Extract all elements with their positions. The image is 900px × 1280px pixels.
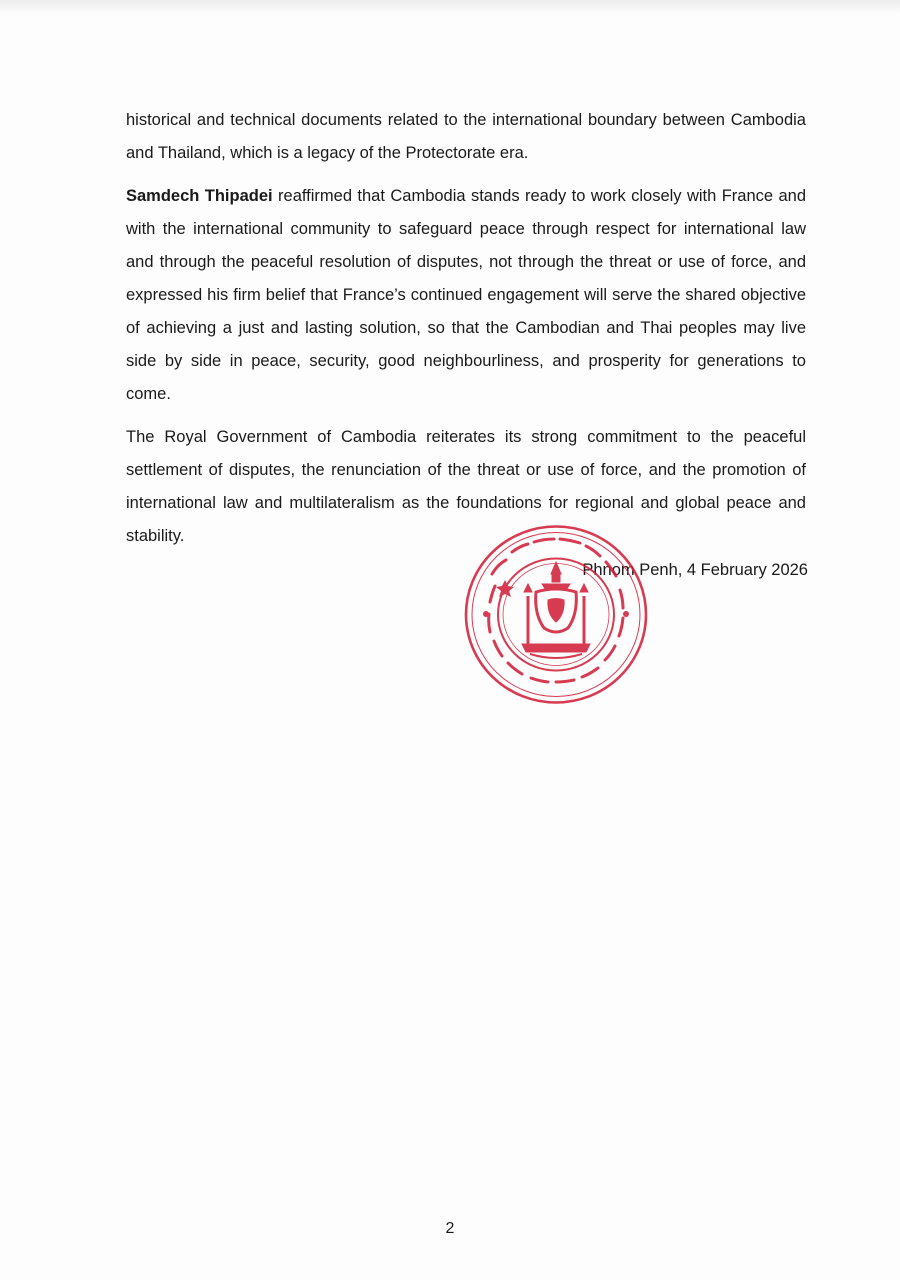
paragraph-lead: Samdech Thipadei xyxy=(126,187,273,205)
page-number: 2 xyxy=(445,1220,455,1237)
paragraph-samdech-thipadei xyxy=(126,180,806,411)
paragraph-text: historical and technical documents related to the international boundary between Cambodia and Thailand, which is a legacy of the Protectorate era. xyxy=(126,111,806,162)
place-date: Phnom Penh, 4 February 2026 xyxy=(582,561,808,579)
paragraph-text: The Royal Government of Cambodia reiterates its strong commitment to the peaceful settlement of disputes, the renunciation of the threat or use of force, and the promotion of international law and multilateralism as the foundations for regional and global peace and stability. xyxy=(126,428,806,545)
paragraph-boundary-documents xyxy=(126,104,806,170)
royal-seal-icon xyxy=(462,522,650,707)
signature-block xyxy=(462,522,808,707)
document-body xyxy=(126,104,806,563)
scan-edge-shadow xyxy=(0,0,900,14)
paragraph-text: reaffirmed that Cambodia stands ready to work closely with France and with the international community to safeguard peace through respect for international law and through the peaceful resolution of disputes, not through the threat or use of force, and expressed his firm belief that France’s continued engagement will serve the shared objective of achieving a just and lasting solution, so that the Cambodian and Thai peoples may live side by side in peace, security, good neighbourliness, and prosperity for generations to come. xyxy=(126,187,806,403)
